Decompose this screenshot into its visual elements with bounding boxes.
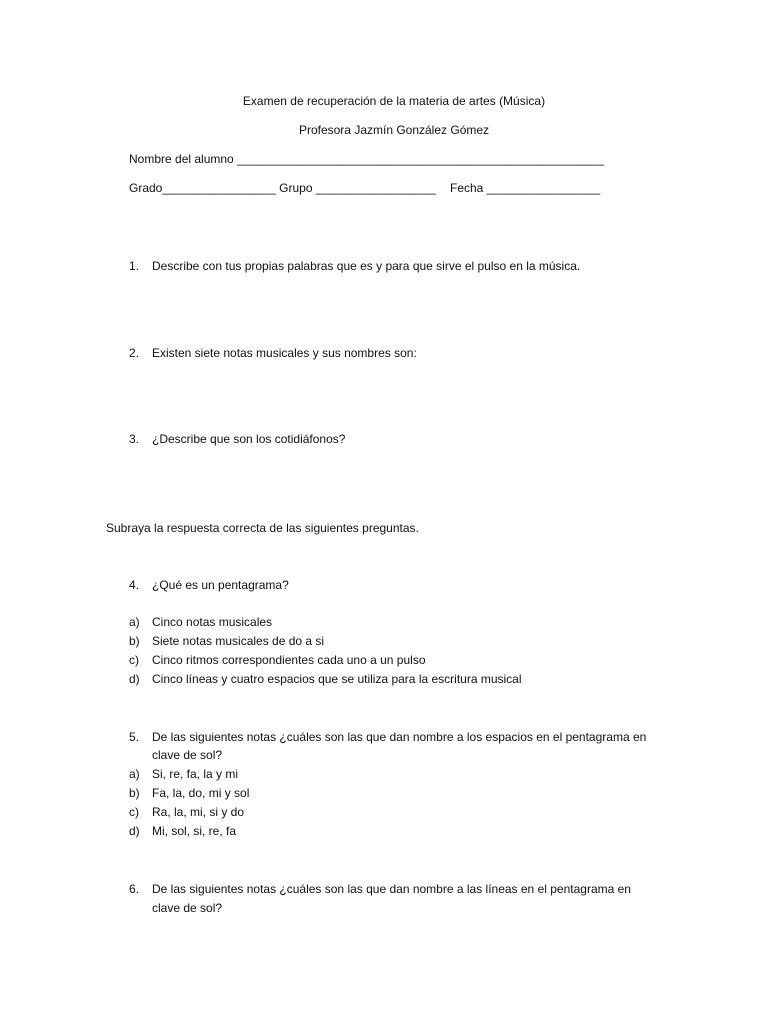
option-letter: b) bbox=[129, 634, 140, 648]
question-text-continued: clave de sol? bbox=[152, 748, 223, 762]
option-text[interactable]: Siete notas musicales de do a si bbox=[152, 634, 325, 648]
question-text-continued: clave de sol? bbox=[152, 901, 223, 915]
question-text: Describe con tus propias palabras que es y para que sirve el pulso en la música. bbox=[152, 259, 581, 273]
question-text: Existen siete notas musicales y sus nombres son: bbox=[152, 346, 417, 360]
option-text[interactable]: Si, re, fa, la y mi bbox=[152, 767, 239, 781]
option-text[interactable]: Cinco notas musicales bbox=[152, 615, 273, 629]
option-letter: c) bbox=[129, 653, 139, 667]
teacher-name: Profesora Jazmín González Gómez bbox=[298, 123, 490, 137]
question-text: De las siguientes notas ¿cuáles son las que dan nombre a los espacios en el pentagrama en bbox=[152, 730, 647, 744]
question-number: 6. bbox=[129, 882, 140, 896]
option-text[interactable]: Cinco líneas y cuatro espacios que se utiliza para la escritura musical bbox=[152, 672, 522, 686]
question-text: ¿Describe que son los cotidiáfonos? bbox=[152, 432, 346, 446]
student-name-line: Nombre del alumno _______________________________________________________ bbox=[129, 152, 605, 166]
question-number: 1. bbox=[129, 259, 140, 273]
option-text[interactable]: Ra, la, mi, si y do bbox=[152, 805, 245, 819]
option-text[interactable]: Fa, la, do, mi y sol bbox=[152, 786, 250, 800]
option-letter: b) bbox=[129, 786, 140, 800]
option-letter: a) bbox=[129, 767, 140, 781]
question-text: ¿Qué es un pentagrama? bbox=[152, 578, 289, 592]
question-number: 5. bbox=[129, 730, 140, 744]
date-line: Fecha _________________ bbox=[450, 181, 601, 195]
question-text: De las siguientes notas ¿cuáles son las que dan nombre a las líneas en el pentagrama en bbox=[152, 882, 631, 896]
question-number: 2. bbox=[129, 346, 140, 360]
option-letter: d) bbox=[129, 824, 140, 838]
exam-title: Examen de recuperación de la materia de artes (Música) bbox=[242, 94, 546, 108]
instruction-text: Subraya la respuesta correcta de las siguientes preguntas. bbox=[106, 521, 419, 535]
question-number: 4. bbox=[129, 578, 140, 592]
option-letter: c) bbox=[129, 805, 139, 819]
grade-group-line: Grado_________________ Grupo __________________ bbox=[129, 181, 436, 195]
option-text[interactable]: Mi, sol, si, re, fa bbox=[152, 824, 237, 838]
option-letter: a) bbox=[129, 615, 140, 629]
question-number: 3. bbox=[129, 432, 140, 446]
option-letter: d) bbox=[129, 672, 140, 686]
option-text[interactable]: Cinco ritmos correspondientes cada uno a un pulso bbox=[152, 653, 426, 667]
